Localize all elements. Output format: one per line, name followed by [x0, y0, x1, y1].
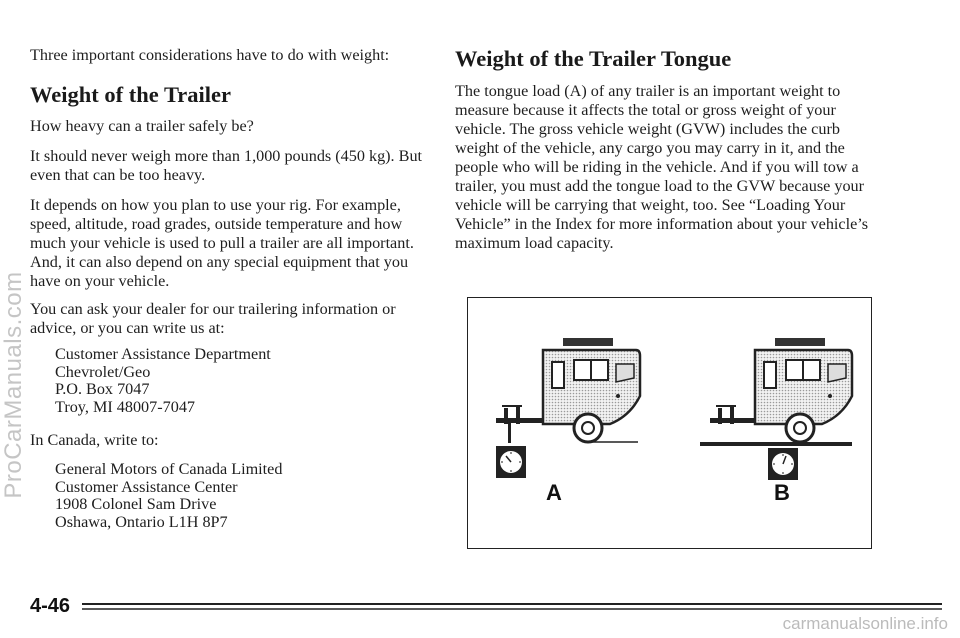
address-line: Troy, MI 48007-7047 — [55, 397, 196, 416]
trailer-on-scale-illustration — [468, 298, 870, 547]
address-line: Customer Assistance Department — [55, 345, 271, 363]
trailer-b-icon — [700, 338, 852, 480]
paragraph-tongue-load: The tongue load (A) of any trailer is an important weight to measure because it affects the total or gross weight of your vehicle. The gross vehicle weight (GVW) includes the curb weight of the vehicle, any cargo you may carry in it, and the people who will be riding in the vehicle. And if you will tow a trailer, you must add the tongue load to the GVW because your vehicle will be carrying that weight, too. See “Loading Your Vehicle” in the Index for more information about your vehicle’s maximum load capacity. — [455, 82, 869, 252]
address-line: General Motors of Canada Limited — [55, 460, 283, 478]
watermark-side — [0, 150, 30, 620]
address-line: Oshawa, Ontario L1H 8P7 — [55, 512, 228, 531]
address-canada — [55, 461, 282, 531]
page-number: 4-46 — [30, 595, 71, 617]
trailer-a-icon — [496, 338, 640, 478]
address-line: P.O. Box 7047 — [55, 380, 150, 398]
paragraph-dealer: You can ask your dealer for our trailering information or advice, or you can write us at: — [30, 300, 396, 337]
paragraph-max-weight: It should never weigh more than 1,000 pounds (450 kg). But even that can be too heavy. — [30, 147, 423, 184]
address-us — [55, 346, 271, 416]
heading-weight-of-tongue: Weight of the Trailer Tongue — [455, 46, 732, 71]
figure-label-b: B — [774, 480, 790, 505]
trailer-weight-figure — [467, 297, 872, 549]
figure-label-a: A — [546, 480, 562, 505]
paragraph-depends: It depends on how you plan to use your rig. For example, speed, altitude, road grades, outside temperature and how much your vehicle is used to pull a trailer are all important. And, it can also depend on any special equipment that you have on your vehicle. — [30, 196, 414, 290]
address-line: Chevrolet/Geo — [55, 362, 151, 381]
watermark-side-text: ProCarManuals.com — [0, 271, 27, 499]
address-line: Customer Assistance Center — [55, 477, 238, 496]
watermark-bottom: carmanualsonline.info — [782, 614, 948, 633]
footer-rule — [82, 600, 942, 614]
canada-intro: In Canada, write to: — [30, 431, 159, 449]
intro-text: Three important considerations have to do with weight: — [30, 46, 390, 64]
address-line: 1908 Colonel Sam Drive — [55, 495, 217, 513]
heading-weight-of-trailer: Weight of the Trailer — [30, 82, 232, 107]
question-text: How heavy can a trailer safely be? — [30, 117, 254, 135]
